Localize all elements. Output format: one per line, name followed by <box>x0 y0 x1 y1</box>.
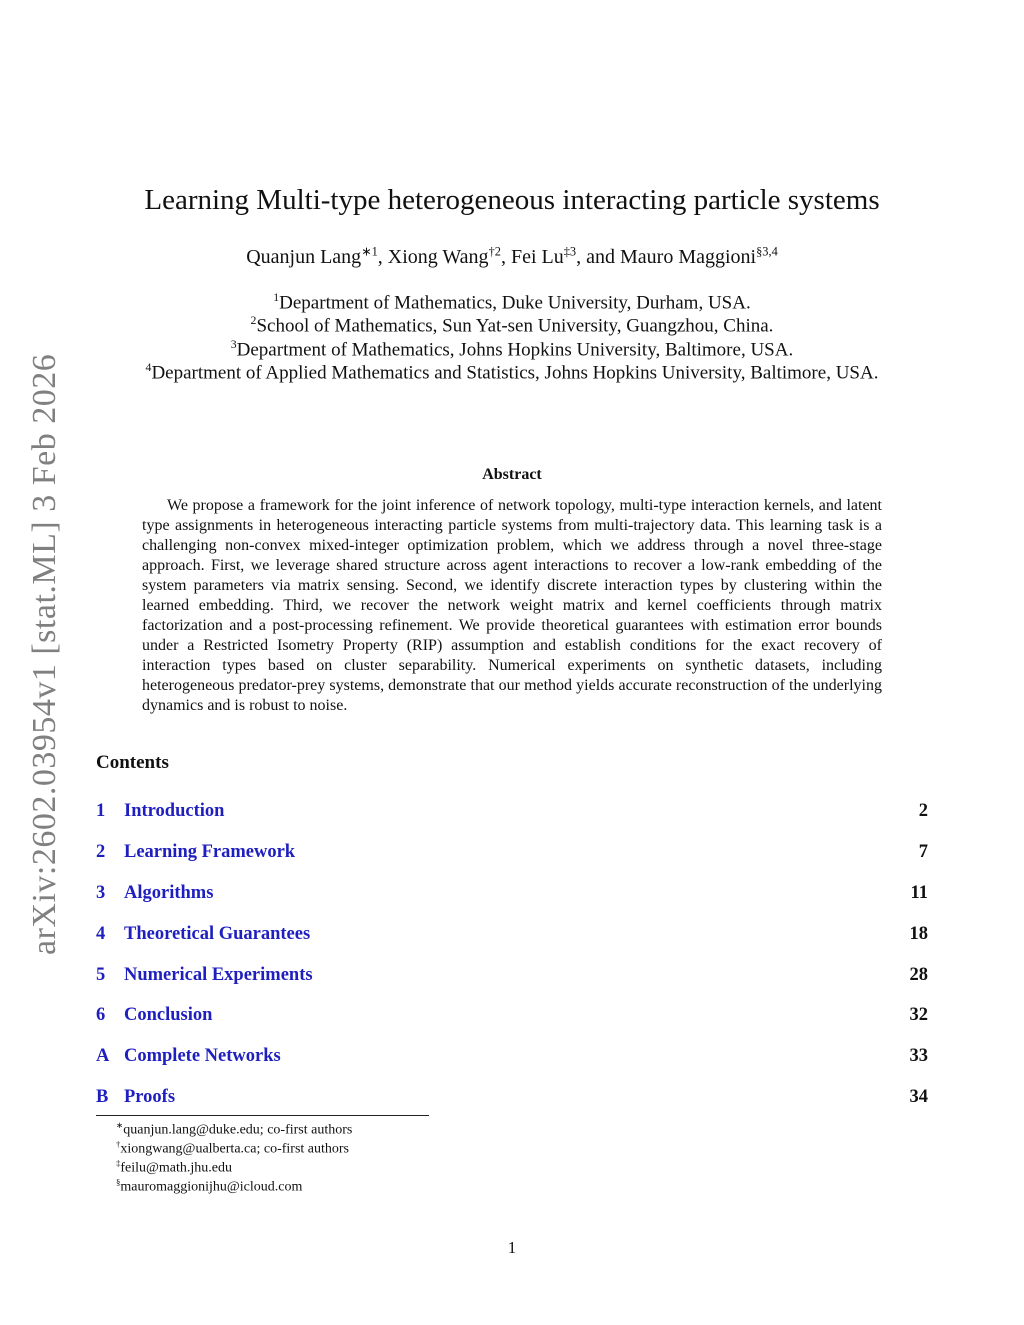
toc-link[interactable]: Introduction <box>124 801 225 821</box>
toc-entry-learning-framework[interactable] <box>96 842 928 866</box>
toc-page-number: 18 <box>909 924 928 944</box>
toc-number: 6 <box>96 1005 106 1025</box>
toc-link[interactable]: Conclusion <box>124 1005 213 1025</box>
toc-page-number: 34 <box>909 1087 928 1107</box>
toc-page-number: 11 <box>910 883 928 903</box>
toc-link[interactable]: Numerical Experiments <box>124 965 313 985</box>
footnote: ∗quanjun.lang@duke.edu; co-first authors <box>116 1120 353 1138</box>
footnote: †xiongwang@ualberta.ca; co-first authors <box>116 1139 349 1157</box>
toc-entry-conclusion[interactable] <box>96 1005 928 1029</box>
toc-link[interactable]: Proofs <box>124 1087 176 1107</box>
paper-title: Learning Multi-type heterogeneous interacting particle systems <box>144 184 880 216</box>
arxiv-identifier-stamp: arXiv:2602.03954v1 [stat.ML] 3 Feb 2026 <box>26 353 63 955</box>
contents-heading: Contents <box>96 752 169 773</box>
toc-link[interactable]: Learning Framework <box>124 842 296 862</box>
toc-number: B <box>96 1087 109 1107</box>
toc-link[interactable]: Complete Networks <box>124 1046 281 1066</box>
abstract-text: We propose a framework for the joint inference of network topology, multi-type interaction kernels, and latent type assignments in heterogeneous interacting particle systems from multi-trajectory data. This learning task is a challenging non-convex mixed-integer optimization problem, which we address through a novel three-stage approach. First, we leverage shared structure across agent interactions to recover a low-rank embedding of the system parameters via matrix sensing. Second, we identify discrete interaction types by clustering within the learned embedding. Third, we recover the network weight matrix and kernel coefficients through matrix factorization and a post-processing refinement. We provide theoretical guarantees with estimation error bounds under a Restricted Isometry Property (RIP) assumption and establish conditions for the exact recovery of interaction types based on cluster separability. Numerical experiments on synthetic datasets, including heterogeneous predator-prey systems, demonstrate that our method yields accurate reconstruction of the underlying dynamics and is robust to noise. <box>142 497 882 714</box>
toc-entry-numerical-experiments[interactable] <box>96 965 928 989</box>
toc-entry-proofs[interactable] <box>96 1087 928 1111</box>
toc-number: 4 <box>96 924 106 944</box>
author: Fei Lu$^{\ddagger 3}$, and <box>510 244 621 268</box>
toc-page-number: 33 <box>909 1046 928 1066</box>
toc-entry-introduction[interactable] <box>96 801 928 825</box>
toc-number: A <box>96 1046 110 1066</box>
author-list <box>0 243 1024 269</box>
abstract-heading: Abstract <box>482 466 542 483</box>
author: Mauro Maggioni$^{\S 3,4}$ <box>620 244 778 268</box>
toc-number: 1 <box>96 801 106 821</box>
toc-number: 2 <box>96 842 106 862</box>
affiliation: $^2$School of Mathematics, Sun Yat-sen University, Guangzhou, China. <box>250 314 774 337</box>
affiliation: $^1$Department of Mathematics, Duke University, Durham, USA. <box>273 291 751 314</box>
toc-page-number: 32 <box>909 1005 928 1025</box>
footnote-divider <box>96 1115 429 1116</box>
author: Quanjun Lang$^{∗1}$, <box>246 244 388 268</box>
affiliation: $^4$Department of Applied Mathematics and Statistics, Johns Hopkins University, Baltimore, USA. <box>145 361 879 384</box>
toc-page-number: 2 <box>918 801 928 821</box>
toc-number: 3 <box>96 883 106 903</box>
footnote: §mauromaggionijhu@icloud.com <box>116 1177 303 1195</box>
affiliation: $^3$Department of Mathematics, Johns Hopkins University, Baltimore, USA. <box>230 338 794 361</box>
toc-page-number: 28 <box>909 965 928 985</box>
toc-entry-complete-networks[interactable] <box>96 1046 928 1070</box>
footnote: ‡feilu@math.jhu.edu <box>116 1158 232 1176</box>
toc-page-number: 7 <box>918 842 928 862</box>
toc-link[interactable]: Algorithms <box>124 883 214 903</box>
author: Xiong Wang$^{\dagger 2}$, <box>387 244 511 268</box>
toc-entry-theoretical-guarantees[interactable] <box>96 924 928 948</box>
toc-entry-algorithms[interactable] <box>96 883 928 907</box>
toc-link[interactable]: Theoretical Guarantees <box>124 924 311 944</box>
page-number: 1 <box>507 1238 517 1257</box>
toc-number: 5 <box>96 965 106 985</box>
